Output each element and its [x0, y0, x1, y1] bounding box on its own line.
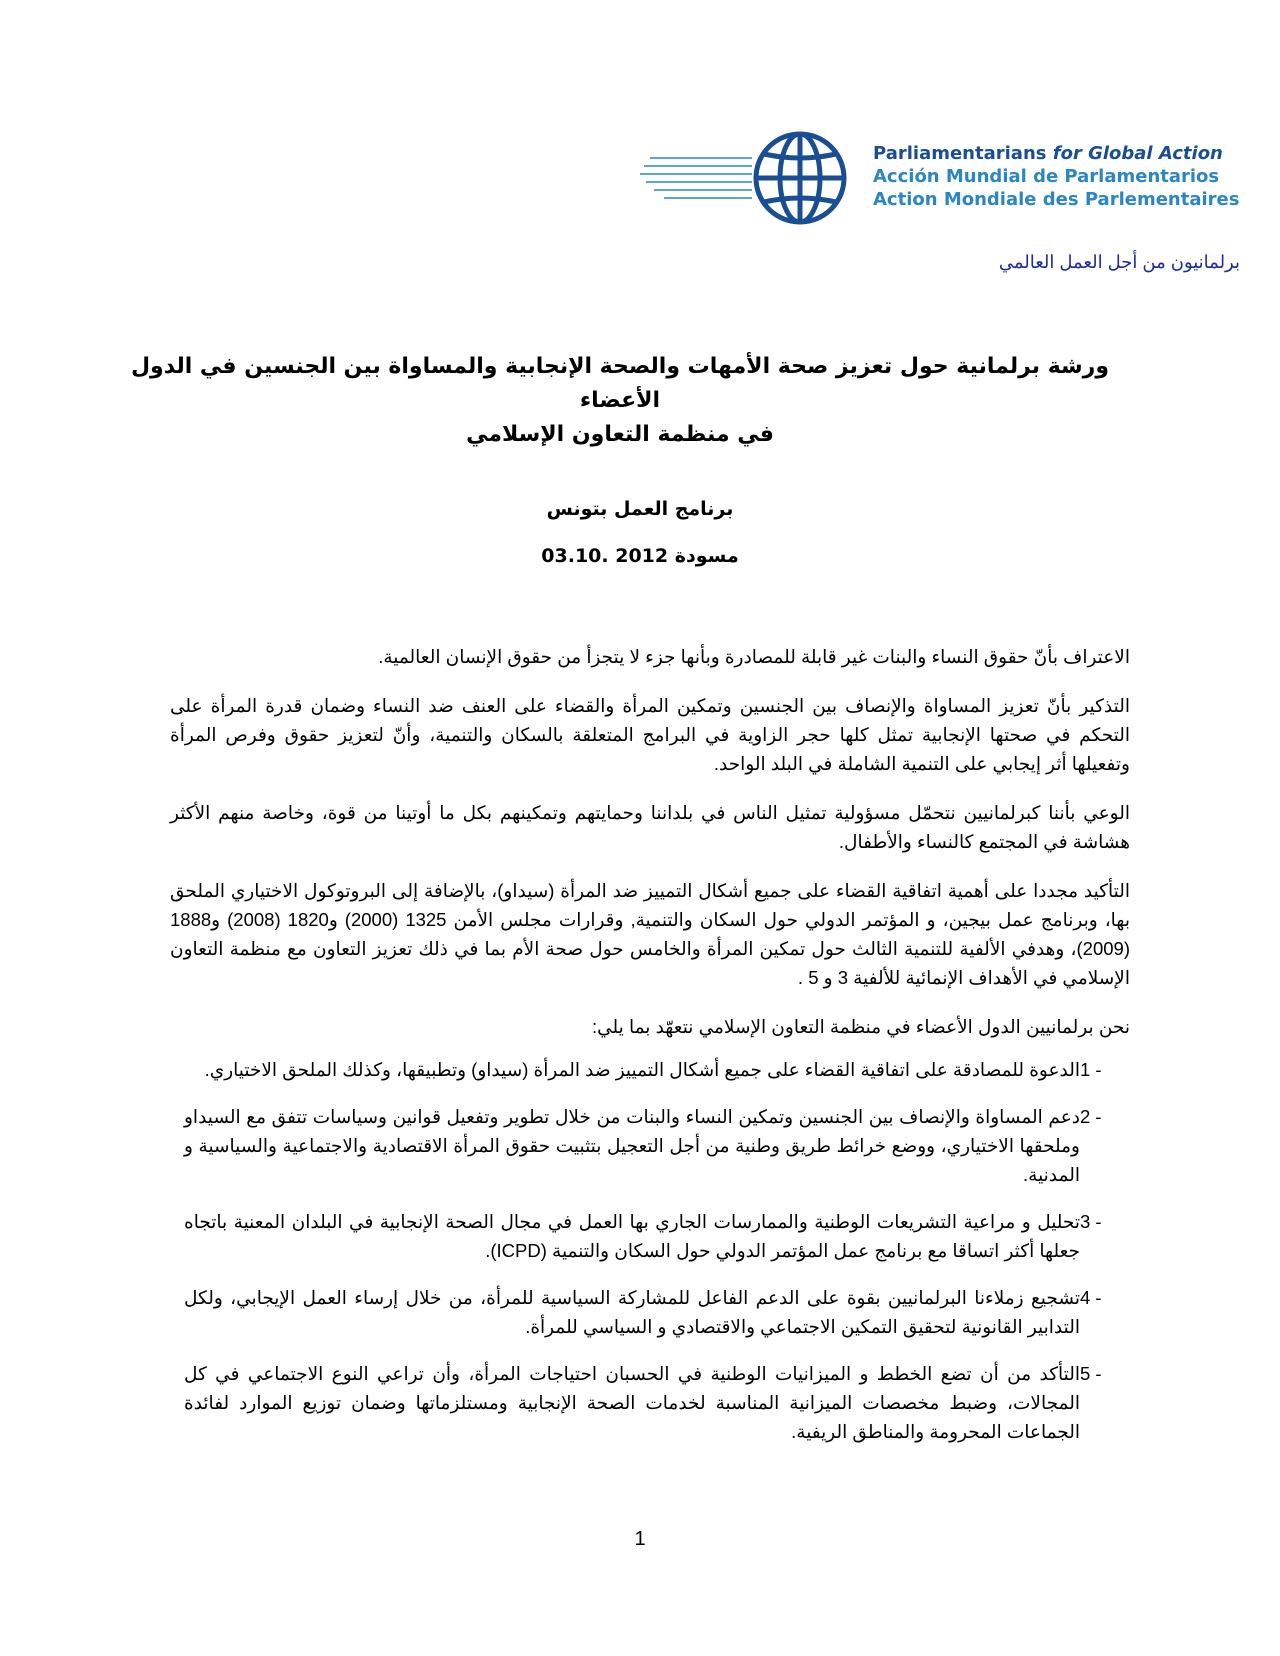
page-number: 1	[634, 1528, 646, 1550]
logo-line-fr: Action Mondiale des Parlementaires	[873, 189, 1240, 210]
commitment-intro: نحن برلمانيين الدول الأعضاء في منظمة التعاون الإسلامي نتعهّد بما يلي:	[591, 1016, 1130, 1037]
draft-label: مسودة 2012 .03.10	[541, 545, 739, 567]
list-item-number: 4 -	[1080, 1287, 1102, 1308]
list-item-number: 2 -	[1080, 1106, 1102, 1127]
list-item-text: تشجيع زملاءنا البرلمانيين بقوة على الدعم الفاعل للمشاركة السياسية للمرأة، من خلال إرساء العمل الإيجابي، ولكل التدابير القانونية لتحقيق التمكين الاجتماعي والاقتصادي و السياسي للمرأة.	[184, 1287, 1080, 1337]
org-name-arabic: برلمانيون من أجل العمل العالمي	[998, 252, 1240, 272]
list-item-text: التأكد من أن تضع الخطط و الميزانيات الوطنية في الحسبان احتياجات المرأة، وأن تراعي النوع الاجتماعي في كل المجالات، وضبط مخصصات الميزانية المناسبة لخدمات الصحة الإنجابية ومستلزماتها وضمان توزيع الموارد لفائدة الجماعات المحرومة والمناطق الريفية.	[184, 1363, 1080, 1442]
list-item	[170, 1283, 1130, 1341]
list-item-text: الدعوة للمصادقة على اتفاقية القضاء على جميع أشكال التمييز ضد المرأة (سيداو) وتطبيقها، وكذلك الملحق الاختياري.	[204, 1059, 1080, 1080]
paragraph: الوعي بأننا كبرلمانيين نتحمّل مسؤولية تمثيل الناس في بلداننا وحمايتهم وتمكينهم بكل ما أوتينا من قوة، وخاصة منهم الأكثر هشاشة في المجتمع كالنساء والأطفال.	[170, 802, 1130, 852]
list-item	[170, 1359, 1130, 1446]
logo-line-es: Acción Mundial de Parlamentarios	[873, 166, 1220, 187]
logo-text	[873, 142, 1239, 211]
title-line-1: ورشة برلمانية حول تعزيز صحة الأمهات والصحة الإنجابية والمساواة بين الجنسين في الدول الأعضاء	[130, 354, 1110, 413]
title-line-2: في منظمة التعاون الإسلامي	[466, 422, 774, 447]
paragraph: التأكيد مجددا على أهمية اتفاقية القضاء على جميع أشكال التمييز ضد المرأة (سيداو)، بالإضافة إلى البروتوكول الاختياري الملحق بها، وبرنامج عمل بيجين، و المؤتمر الدولي حول السكان والتنمية, وقرارات مجلس الأمن 1325 (2000) و1820 (2008) و1888 (2009)، وهدفي الألفية للتنمية الثالث حول تمكين المرأة والخامس حول صحة الأم بما في ذلك تعزيز التعاون مع منظمة التعاون الإسلامي في الأهداف الإنمائية للألفية 3 و 5 .	[170, 880, 1130, 988]
globe-logo-icon	[640, 128, 860, 228]
list-item	[170, 1055, 1130, 1084]
list-item-text: دعم المساواة والإنصاف بين الجنسين وتمكين النساء والبنات من خلال تطوير وتفعيل قوانين وسياسات تتفق مع السيداو وملحقها الاختياري، ووضع خرائط طريق وطنية من أجل التعجيل بتثبيت حقوق المرأة الاقتصادية والاجتماعية والسياسية و المدنية.	[184, 1106, 1080, 1185]
list-item-number: 5 -	[1080, 1363, 1102, 1384]
list-item-number: 3 -	[1080, 1211, 1102, 1232]
list-item	[170, 1207, 1130, 1265]
paragraph: التذكير بأنّ تعزيز المساواة والإنصاف بين الجنسين وتمكين المرأة والقضاء على العنف ضد النساء وضمان قدرة المرأة على التحكم في صحتها الإنجابية تمثل كلها حجر الزاوية في البرامج المتعلقة بالسكان والتنمية، وأنّ لتعزيز حقوق وفرص المرأة وتفعيلها أثر إيجابي على التنمية الشاملة في البلد الواحد.	[170, 695, 1130, 774]
program-title: برنامج العمل بتونس	[546, 498, 734, 520]
list-item-number: 1 -	[1080, 1059, 1102, 1080]
list-item	[170, 1102, 1130, 1189]
logo-en-italic: for Global Action	[1052, 143, 1223, 164]
pga-logo	[640, 128, 1260, 228]
document-body	[170, 642, 1130, 1464]
document-title	[120, 350, 1120, 452]
logo-line-en	[873, 142, 1239, 165]
paragraph: الاعتراف بأنّ حقوق النساء والبنات غير قابلة للمصادرة وبأنها جزء لا يتجزأ من حقوق الإنسان العالمية.	[378, 646, 1130, 667]
logo-en-prefix: Parliamentarians	[873, 143, 1053, 164]
list-item-text: تحليل و مراعية التشريعات الوطنية والممارسات الجاري بها العمل في مجال الصحة الإنجابية في البلدان المعنية باتجاه جعلها أكثر اتساقا مع برنامج عمل المؤتمر الدولي حول السكان والتنمية (ICPD).	[184, 1211, 1080, 1261]
commitments-list	[170, 1055, 1130, 1446]
